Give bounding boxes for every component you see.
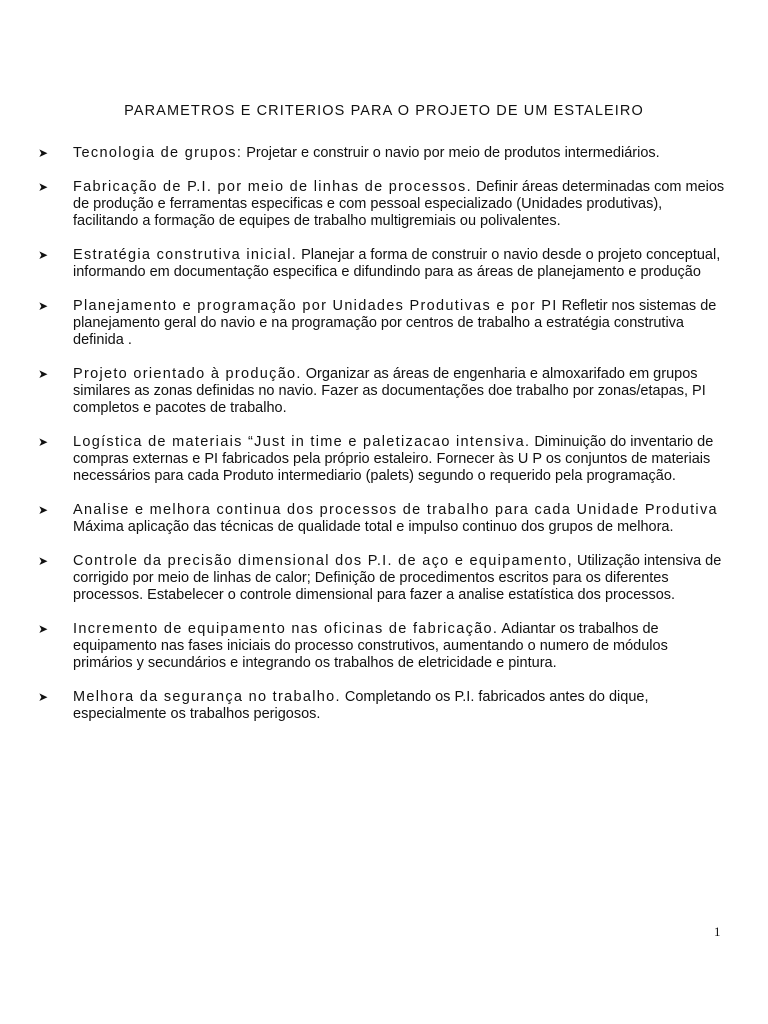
list-item — [38, 553, 728, 604]
item-text: Máxima aplicação das técnicas de qualidade total e impulso continuo dos grupos de melhora. — [73, 519, 674, 535]
item-lead: Logística de materiais “Just in time e paletizacao intensiva. — [73, 434, 531, 450]
arrowhead-bullet-icon: ➤ — [38, 299, 49, 313]
item-lead: Fabricação de P.I. por meio de linhas de processos. — [73, 179, 472, 195]
item-text: Planejar a forma de construir o navio desde o projeto conceptual, informando em documentação especifica e difundindo para as áreas de planejamento e produção — [73, 247, 721, 280]
item-text: Definir áreas determinadas com meios de produção e ferramentas especificas e com pessoal especializado (Unidades produtivas), facilitando a formação de equipes de trabalho multigremiais ou polivalentes. — [73, 179, 725, 229]
arrowhead-bullet-icon: ➤ — [38, 622, 49, 636]
arrowhead-bullet-icon: ➤ — [38, 367, 49, 381]
item-text: Completando os P.I. fabricados antes do dique, especialmente os trabalhos perigosos. — [73, 689, 649, 722]
list-item — [38, 434, 728, 485]
list-item — [38, 621, 728, 672]
item-lead: Controle da precisão dimensional dos P.I. de aço e equipamento, — [73, 553, 573, 569]
list-item — [38, 298, 728, 349]
item-text: Diminuição do inventario de compras externas e PI fabricados pela próprio estaleiro. Fornecer às U P os conjuntos de materiais necessários para cada Produto intermediario (palets) segundo o requerido pela programação. — [73, 434, 714, 484]
item-lead: Projeto orientado à produção. — [73, 366, 302, 382]
arrowhead-bullet-icon: ➤ — [38, 180, 49, 194]
document-title: PARAMETROS E CRITERIOS PARA O PROJETO DE UM ESTALEIRO — [124, 103, 644, 119]
arrowhead-bullet-icon: ➤ — [38, 248, 49, 262]
list-item — [38, 502, 728, 536]
list-item — [38, 145, 728, 162]
page-number: 1 — [714, 924, 721, 939]
criteria-list — [38, 145, 728, 740]
arrowhead-bullet-icon: ➤ — [38, 554, 49, 568]
item-text: Utilização intensiva de corrigido por meio de linhas de calor; Definição de procedimentos escritos para os diferentes processos. Estabelecer o controle dimensional para fazer a analise estatística dos processos. — [73, 553, 722, 603]
item-text: Projetar e construir o navio por meio de produtos intermediários. — [242, 145, 660, 161]
arrowhead-bullet-icon: ➤ — [38, 146, 49, 160]
item-lead: Melhora da segurança no trabalho. — [73, 689, 341, 705]
item-lead: Incremento de equipamento nas oficinas de fabricação. — [73, 621, 499, 637]
item-text: Organizar as áreas de engenharia e almoxarifado em grupos similares as zonas definidas no navio. Fazer as documentações doe trabalho por zonas/etapas, PI completos e pacotes de trabalho. — [73, 366, 706, 416]
item-text: Refletir nos sistemas de planejamento geral do navio e na programação por centros de trabalho a estratégia construtiva definida . — [73, 298, 717, 348]
item-lead: Estratégia construtiva inicial. — [73, 247, 298, 263]
list-item — [38, 689, 728, 723]
list-item — [38, 179, 728, 230]
item-text: Adiantar os trabalhos de equipamento nas fases iniciais do processo construtivos, aumentando o numero de módulos primários y secundários e integrando os trabalhos de eletricidade e pintura. — [73, 621, 668, 671]
list-item — [38, 366, 728, 417]
arrowhead-bullet-icon: ➤ — [38, 503, 49, 517]
item-lead: Analise e melhora continua dos processos de trabalho para cada Unidade Produtiva — [73, 502, 718, 518]
item-lead: Tecnologia de grupos: — [73, 145, 243, 161]
arrowhead-bullet-icon: ➤ — [38, 435, 49, 449]
item-lead: Planejamento e programação por Unidades Produtivas e por PI — [73, 298, 558, 314]
list-item — [38, 247, 728, 281]
arrowhead-bullet-icon: ➤ — [38, 690, 49, 704]
